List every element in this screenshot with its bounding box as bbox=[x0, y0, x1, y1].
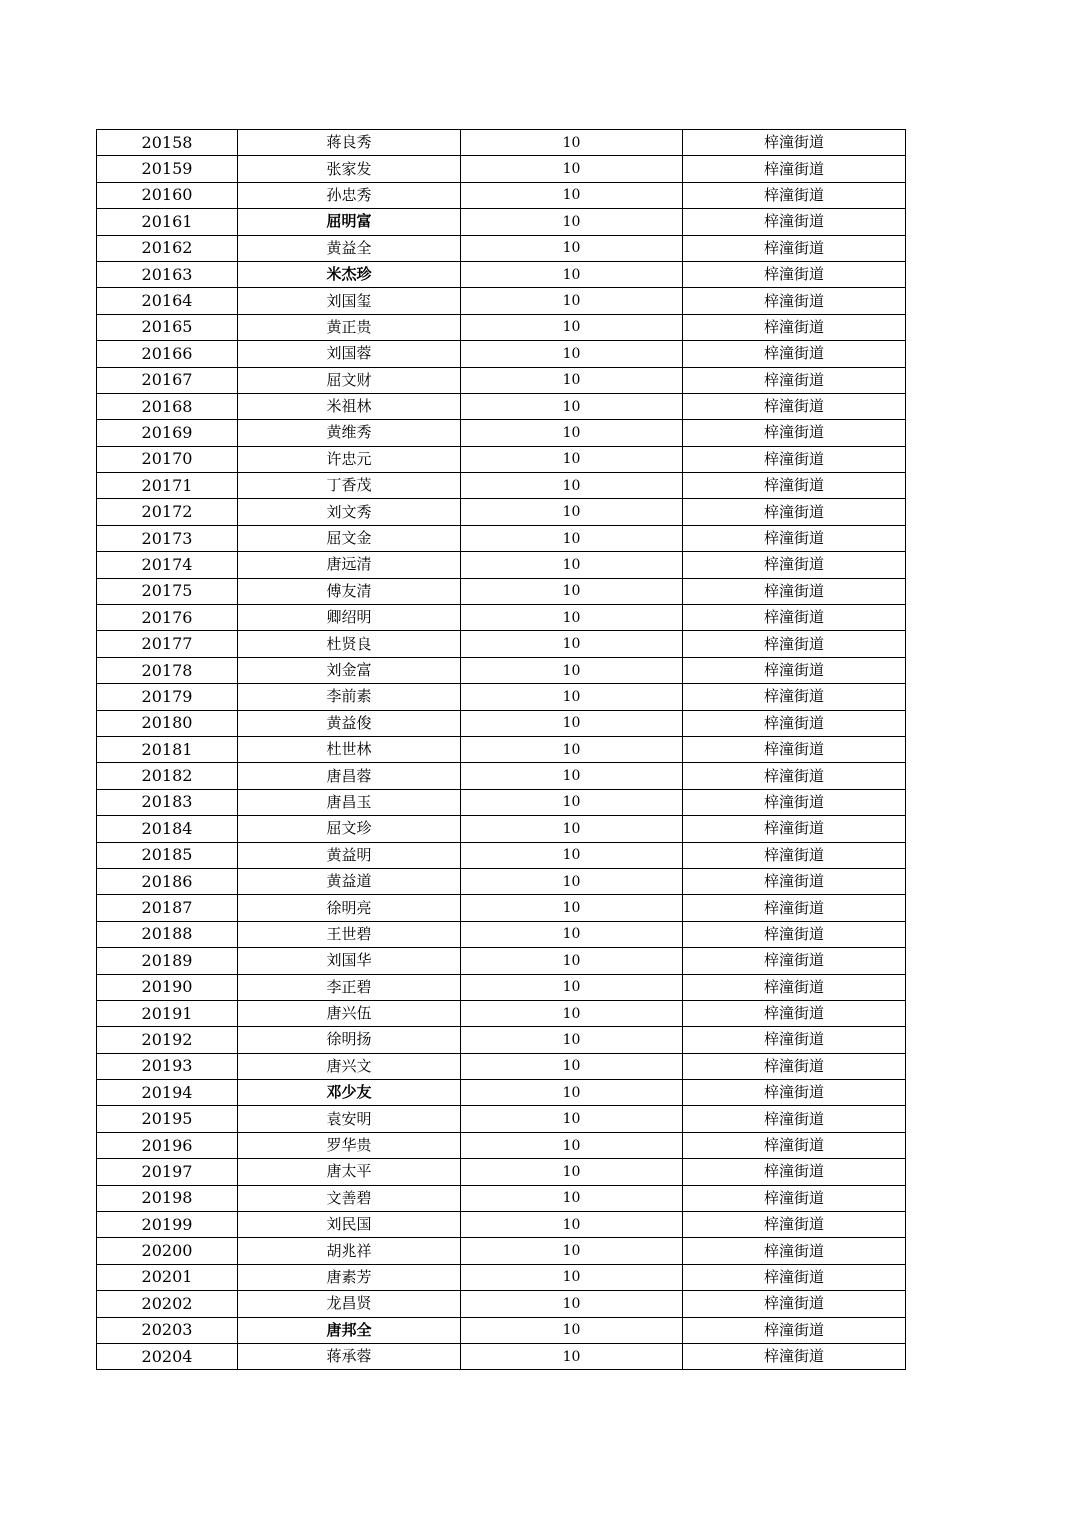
cell-quantity: 10 bbox=[461, 393, 683, 419]
cell-quantity: 10 bbox=[461, 156, 683, 182]
cell-street: 梓潼街道 bbox=[683, 156, 906, 182]
table-row bbox=[97, 288, 906, 314]
cell-quantity: 10 bbox=[461, 605, 683, 631]
cell-street: 梓潼街道 bbox=[683, 578, 906, 604]
table-row bbox=[97, 763, 906, 789]
cell-id: 20174 bbox=[97, 552, 238, 578]
table-row bbox=[97, 1238, 906, 1264]
cell-name: 米杰珍 bbox=[238, 261, 461, 287]
cell-name: 屈文金 bbox=[238, 525, 461, 551]
cell-id: 20188 bbox=[97, 921, 238, 947]
table-row bbox=[97, 420, 906, 446]
cell-name: 唐昌蓉 bbox=[238, 763, 461, 789]
table-row bbox=[97, 1132, 906, 1158]
cell-id: 20177 bbox=[97, 631, 238, 657]
cell-id: 20178 bbox=[97, 657, 238, 683]
cell-quantity: 10 bbox=[461, 895, 683, 921]
table-row bbox=[97, 209, 906, 235]
cell-id: 20171 bbox=[97, 473, 238, 499]
cell-id: 20186 bbox=[97, 868, 238, 894]
table-row bbox=[97, 1212, 906, 1238]
cell-name: 刘国华 bbox=[238, 948, 461, 974]
table-row bbox=[97, 235, 906, 261]
cell-name: 罗华贵 bbox=[238, 1132, 461, 1158]
cell-street: 梓潼街道 bbox=[683, 525, 906, 551]
cell-id: 20158 bbox=[97, 130, 238, 156]
cell-quantity: 10 bbox=[461, 578, 683, 604]
cell-id: 20185 bbox=[97, 842, 238, 868]
table-row bbox=[97, 499, 906, 525]
cell-street: 梓潼街道 bbox=[683, 605, 906, 631]
cell-quantity: 10 bbox=[461, 684, 683, 710]
cell-quantity: 10 bbox=[461, 1264, 683, 1290]
cell-street: 梓潼街道 bbox=[683, 1000, 906, 1026]
cell-quantity: 10 bbox=[461, 552, 683, 578]
cell-name: 徐明扬 bbox=[238, 1027, 461, 1053]
cell-street: 梓潼街道 bbox=[683, 393, 906, 419]
cell-name: 蒋承蓉 bbox=[238, 1343, 461, 1369]
cell-quantity: 10 bbox=[461, 314, 683, 340]
cell-name: 袁安明 bbox=[238, 1106, 461, 1132]
cell-name: 唐素芳 bbox=[238, 1264, 461, 1290]
cell-quantity: 10 bbox=[461, 1132, 683, 1158]
cell-id: 20167 bbox=[97, 367, 238, 393]
cell-quantity: 10 bbox=[461, 657, 683, 683]
table-row bbox=[97, 446, 906, 472]
cell-name: 龙昌贤 bbox=[238, 1291, 461, 1317]
table-row bbox=[97, 314, 906, 340]
table-row bbox=[97, 684, 906, 710]
table-row bbox=[97, 789, 906, 815]
cell-id: 20161 bbox=[97, 209, 238, 235]
table-row bbox=[97, 1343, 906, 1369]
table-row bbox=[97, 1000, 906, 1026]
cell-id: 20184 bbox=[97, 816, 238, 842]
cell-name: 刘文秀 bbox=[238, 499, 461, 525]
cell-street: 梓潼街道 bbox=[683, 842, 906, 868]
table-row bbox=[97, 842, 906, 868]
cell-street: 梓潼街道 bbox=[683, 1132, 906, 1158]
cell-id: 20195 bbox=[97, 1106, 238, 1132]
table-row bbox=[97, 156, 906, 182]
cell-name: 张家发 bbox=[238, 156, 461, 182]
cell-street: 梓潼街道 bbox=[683, 1027, 906, 1053]
cell-quantity: 10 bbox=[461, 710, 683, 736]
cell-street: 梓潼街道 bbox=[683, 1185, 906, 1211]
cell-quantity: 10 bbox=[461, 288, 683, 314]
cell-quantity: 10 bbox=[461, 763, 683, 789]
table-row bbox=[97, 1317, 906, 1343]
cell-quantity: 10 bbox=[461, 631, 683, 657]
table-row bbox=[97, 1291, 906, 1317]
cell-quantity: 10 bbox=[461, 1185, 683, 1211]
cell-id: 20187 bbox=[97, 895, 238, 921]
cell-street: 梓潼街道 bbox=[683, 552, 906, 578]
cell-id: 20175 bbox=[97, 578, 238, 604]
cell-quantity: 10 bbox=[461, 1106, 683, 1132]
cell-name: 黄正贵 bbox=[238, 314, 461, 340]
cell-quantity: 10 bbox=[461, 130, 683, 156]
cell-quantity: 10 bbox=[461, 341, 683, 367]
cell-id: 20203 bbox=[97, 1317, 238, 1343]
cell-street: 梓潼街道 bbox=[683, 921, 906, 947]
cell-street: 梓潼街道 bbox=[683, 816, 906, 842]
cell-id: 20196 bbox=[97, 1132, 238, 1158]
cell-street: 梓潼街道 bbox=[683, 1264, 906, 1290]
cell-id: 20192 bbox=[97, 1027, 238, 1053]
cell-name: 卿绍明 bbox=[238, 605, 461, 631]
cell-street: 梓潼街道 bbox=[683, 763, 906, 789]
cell-quantity: 10 bbox=[461, 816, 683, 842]
table-row bbox=[97, 578, 906, 604]
cell-id: 20202 bbox=[97, 1291, 238, 1317]
cell-quantity: 10 bbox=[461, 921, 683, 947]
cell-quantity: 10 bbox=[461, 1027, 683, 1053]
cell-name: 刘民国 bbox=[238, 1212, 461, 1238]
cell-name: 许忠元 bbox=[238, 446, 461, 472]
cell-id: 20169 bbox=[97, 420, 238, 446]
cell-street: 梓潼街道 bbox=[683, 182, 906, 208]
cell-name: 李正碧 bbox=[238, 974, 461, 1000]
cell-quantity: 10 bbox=[461, 842, 683, 868]
cell-quantity: 10 bbox=[461, 948, 683, 974]
cell-id: 20179 bbox=[97, 684, 238, 710]
cell-quantity: 10 bbox=[461, 1212, 683, 1238]
cell-id: 20193 bbox=[97, 1053, 238, 1079]
cell-id: 20198 bbox=[97, 1185, 238, 1211]
cell-street: 梓潼街道 bbox=[683, 314, 906, 340]
table-row bbox=[97, 552, 906, 578]
table-row bbox=[97, 1053, 906, 1079]
cell-quantity: 10 bbox=[461, 1080, 683, 1106]
table-row bbox=[97, 921, 906, 947]
cell-street: 梓潼街道 bbox=[683, 341, 906, 367]
cell-street: 梓潼街道 bbox=[683, 209, 906, 235]
cell-street: 梓潼街道 bbox=[683, 367, 906, 393]
cell-quantity: 10 bbox=[461, 974, 683, 1000]
cell-quantity: 10 bbox=[461, 420, 683, 446]
cell-id: 20160 bbox=[97, 182, 238, 208]
cell-id: 20176 bbox=[97, 605, 238, 631]
cell-id: 20172 bbox=[97, 499, 238, 525]
cell-street: 梓潼街道 bbox=[683, 288, 906, 314]
cell-quantity: 10 bbox=[461, 525, 683, 551]
table-row bbox=[97, 1027, 906, 1053]
cell-name: 黄益全 bbox=[238, 235, 461, 261]
table-row bbox=[97, 895, 906, 921]
cell-name: 刘金富 bbox=[238, 657, 461, 683]
table-row bbox=[97, 948, 906, 974]
cell-name: 唐昌玉 bbox=[238, 789, 461, 815]
cell-quantity: 10 bbox=[461, 1291, 683, 1317]
cell-name: 屈文财 bbox=[238, 367, 461, 393]
cell-quantity: 10 bbox=[461, 868, 683, 894]
cell-name: 傅友清 bbox=[238, 578, 461, 604]
table-row bbox=[97, 261, 906, 287]
cell-street: 梓潼街道 bbox=[683, 1317, 906, 1343]
cell-quantity: 10 bbox=[461, 261, 683, 287]
cell-street: 梓潼街道 bbox=[683, 895, 906, 921]
cell-street: 梓潼街道 bbox=[683, 1053, 906, 1079]
table-row bbox=[97, 1185, 906, 1211]
cell-id: 20201 bbox=[97, 1264, 238, 1290]
cell-id: 20204 bbox=[97, 1343, 238, 1369]
cell-id: 20173 bbox=[97, 525, 238, 551]
data-table bbox=[96, 129, 906, 1370]
cell-id: 20181 bbox=[97, 736, 238, 762]
cell-name: 邓少友 bbox=[238, 1080, 461, 1106]
table-row bbox=[97, 1106, 906, 1132]
cell-id: 20190 bbox=[97, 974, 238, 1000]
cell-name: 屈明富 bbox=[238, 209, 461, 235]
cell-name: 唐邦全 bbox=[238, 1317, 461, 1343]
cell-name: 王世碧 bbox=[238, 921, 461, 947]
cell-id: 20180 bbox=[97, 710, 238, 736]
cell-name: 唐兴文 bbox=[238, 1053, 461, 1079]
cell-name: 米祖林 bbox=[238, 393, 461, 419]
cell-name: 孙忠秀 bbox=[238, 182, 461, 208]
cell-id: 20170 bbox=[97, 446, 238, 472]
table-row bbox=[97, 631, 906, 657]
cell-id: 20165 bbox=[97, 314, 238, 340]
cell-name: 黄益俊 bbox=[238, 710, 461, 736]
cell-street: 梓潼街道 bbox=[683, 1343, 906, 1369]
cell-name: 黄益明 bbox=[238, 842, 461, 868]
cell-name: 徐明亮 bbox=[238, 895, 461, 921]
cell-street: 梓潼街道 bbox=[683, 1212, 906, 1238]
cell-quantity: 10 bbox=[461, 367, 683, 393]
cell-quantity: 10 bbox=[461, 499, 683, 525]
cell-id: 20191 bbox=[97, 1000, 238, 1026]
cell-name: 丁香茂 bbox=[238, 473, 461, 499]
cell-street: 梓潼街道 bbox=[683, 710, 906, 736]
cell-name: 唐兴伍 bbox=[238, 1000, 461, 1026]
table-row bbox=[97, 525, 906, 551]
cell-street: 梓潼街道 bbox=[683, 420, 906, 446]
cell-quantity: 10 bbox=[461, 736, 683, 762]
cell-street: 梓潼街道 bbox=[683, 235, 906, 261]
cell-id: 20200 bbox=[97, 1238, 238, 1264]
cell-street: 梓潼街道 bbox=[683, 1106, 906, 1132]
cell-name: 文善碧 bbox=[238, 1185, 461, 1211]
table-row bbox=[97, 974, 906, 1000]
table-row bbox=[97, 130, 906, 156]
cell-id: 20168 bbox=[97, 393, 238, 419]
table-row bbox=[97, 605, 906, 631]
table-row bbox=[97, 710, 906, 736]
cell-street: 梓潼街道 bbox=[683, 1159, 906, 1185]
cell-id: 20194 bbox=[97, 1080, 238, 1106]
cell-street: 梓潼街道 bbox=[683, 1291, 906, 1317]
cell-name: 李前素 bbox=[238, 684, 461, 710]
table-row bbox=[97, 367, 906, 393]
cell-quantity: 10 bbox=[461, 446, 683, 472]
cell-name: 杜世林 bbox=[238, 736, 461, 762]
cell-name: 唐太平 bbox=[238, 1159, 461, 1185]
cell-id: 20182 bbox=[97, 763, 238, 789]
cell-quantity: 10 bbox=[461, 1000, 683, 1026]
cell-name: 刘国蓉 bbox=[238, 341, 461, 367]
cell-quantity: 10 bbox=[461, 1343, 683, 1369]
cell-quantity: 10 bbox=[461, 182, 683, 208]
cell-street: 梓潼街道 bbox=[683, 631, 906, 657]
cell-street: 梓潼街道 bbox=[683, 948, 906, 974]
cell-id: 20189 bbox=[97, 948, 238, 974]
cell-quantity: 10 bbox=[461, 235, 683, 261]
cell-street: 梓潼街道 bbox=[683, 789, 906, 815]
cell-quantity: 10 bbox=[461, 1317, 683, 1343]
cell-quantity: 10 bbox=[461, 1053, 683, 1079]
cell-id: 20166 bbox=[97, 341, 238, 367]
cell-id: 20164 bbox=[97, 288, 238, 314]
table-row bbox=[97, 393, 906, 419]
table-body bbox=[97, 130, 906, 1370]
cell-street: 梓潼街道 bbox=[683, 684, 906, 710]
cell-name: 胡兆祥 bbox=[238, 1238, 461, 1264]
cell-quantity: 10 bbox=[461, 473, 683, 499]
cell-name: 杜贤良 bbox=[238, 631, 461, 657]
table-row bbox=[97, 341, 906, 367]
cell-street: 梓潼街道 bbox=[683, 261, 906, 287]
table-row bbox=[97, 868, 906, 894]
table-row bbox=[97, 816, 906, 842]
cell-street: 梓潼街道 bbox=[683, 736, 906, 762]
cell-street: 梓潼街道 bbox=[683, 130, 906, 156]
cell-name: 屈文珍 bbox=[238, 816, 461, 842]
cell-street: 梓潼街道 bbox=[683, 1080, 906, 1106]
cell-id: 20199 bbox=[97, 1212, 238, 1238]
table-row bbox=[97, 473, 906, 499]
cell-id: 20197 bbox=[97, 1159, 238, 1185]
table-row bbox=[97, 736, 906, 762]
table-row bbox=[97, 1159, 906, 1185]
cell-street: 梓潼街道 bbox=[683, 1238, 906, 1264]
cell-id: 20163 bbox=[97, 261, 238, 287]
cell-name: 唐远清 bbox=[238, 552, 461, 578]
cell-street: 梓潼街道 bbox=[683, 657, 906, 683]
cell-street: 梓潼街道 bbox=[683, 446, 906, 472]
cell-name: 黄维秀 bbox=[238, 420, 461, 446]
cell-street: 梓潼街道 bbox=[683, 499, 906, 525]
table-row bbox=[97, 1264, 906, 1290]
cell-street: 梓潼街道 bbox=[683, 473, 906, 499]
cell-quantity: 10 bbox=[461, 789, 683, 815]
table-row bbox=[97, 182, 906, 208]
cell-quantity: 10 bbox=[461, 209, 683, 235]
table-row bbox=[97, 657, 906, 683]
cell-street: 梓潼街道 bbox=[683, 974, 906, 1000]
cell-quantity: 10 bbox=[461, 1238, 683, 1264]
table-row bbox=[97, 1080, 906, 1106]
cell-name: 蒋良秀 bbox=[238, 130, 461, 156]
cell-id: 20162 bbox=[97, 235, 238, 261]
cell-name: 刘国玺 bbox=[238, 288, 461, 314]
cell-street: 梓潼街道 bbox=[683, 868, 906, 894]
cell-name: 黄益道 bbox=[238, 868, 461, 894]
cell-quantity: 10 bbox=[461, 1159, 683, 1185]
cell-id: 20159 bbox=[97, 156, 238, 182]
cell-id: 20183 bbox=[97, 789, 238, 815]
